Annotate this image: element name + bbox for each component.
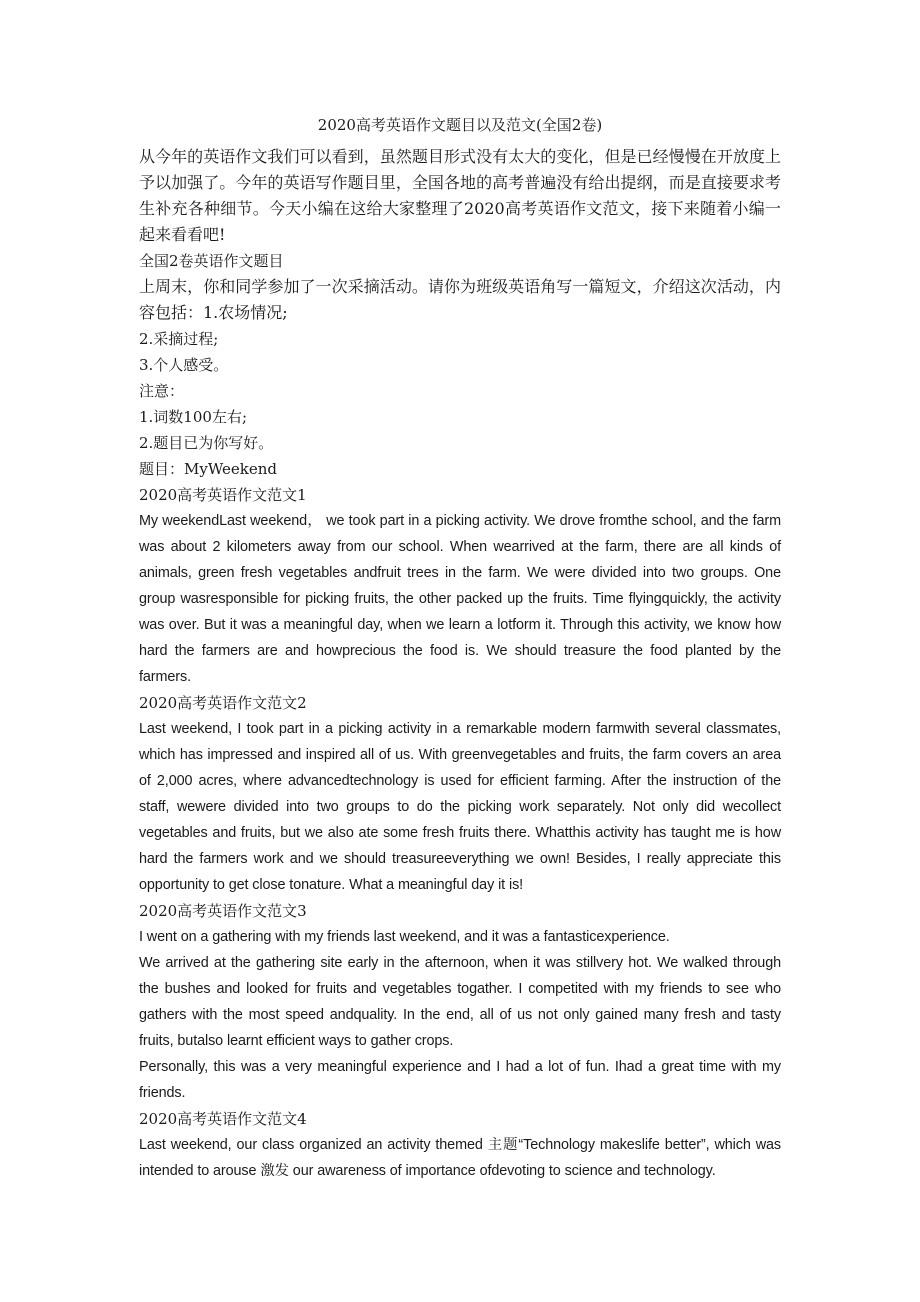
sample-4-heading: 2020高考英语作文范文4: [139, 1110, 307, 1128]
prompt-text: 上周末，你和同学参加了一次采摘活动。请你为班级英语角写一篇短文，介绍这次活动，内容包括：1.农场情况;: [139, 277, 781, 322]
prompt-item-3: 3.个人感受。: [139, 356, 229, 374]
sample-2-text: Last weekend, I took part in a picking activity in a remarkable modern farmwith several classmates, which has impressed and inspired all of us. With greenvegetables and fruits, the farm covers an area of 2,000 acres, where advancedtechnology is used for efficient farming. After the instruction of the staff, wewere divided into two groups to do the picking work separately. Not only did wecollect vegetables and fruits, but we also ate some fresh fruits there. Whatthis activity has taught me is how hard the farmers work and we should treasureeverything we own! Besides, I really appreciate this opportunity to get close tonature. What a meaningful day it is!: [139, 721, 781, 893]
sample-3-heading: 2020高考英语作文范文3: [139, 902, 307, 920]
prompt-heading: 全国2卷英语作文题目: [139, 252, 284, 270]
sample-1-text: My weekendLast weekend， we took part in a picking activity. We drove fromthe school, and the farm was about 2 kilometers away from our school. When wearrived at the farm, there are all kinds of animals, green fresh vegetables andfruit trees in the farm. We were divided into two groups. One group wasresponsible for picking fruits, the other packed up the fruits. Time flyingquickly, the activity was over. But it was a meaningful day, when we learn a lotform it. Through this activity, we know how hard the farmers are and howprecious the food is. We should treasure the food planted by the farmers.: [139, 513, 781, 685]
sample-4-text: Last weekend, our class organized an activity themed 主题“Technology makeslife better”, which was intended to arouse 激发 our awareness of importance ofdevoting to science and technology.: [139, 1137, 781, 1179]
intro-paragraph: 从今年的英语作文我们可以看到，虽然题目形式没有太大的变化，但是已经慢慢在开放度上予以加强了。今年的英语写作题目里，全国各地的高考普遍没有给出提纲，而是直接要求考生补充各种细节。今天小编在这给大家整理了2020高考英语作文范文，接下来随着小编一起来看看吧!: [139, 147, 781, 244]
notes-heading: 注意：: [139, 382, 185, 400]
document-title: 2020高考英语作文题目以及范文(全国2卷): [317, 116, 603, 134]
sample-3-paragraph-2: We arrived at the gathering site early in the afternoon, when it was stillvery hot. We walked through the bushes and looked for fruits and vegetables togather. I competited with my friends to see who gathers with the most speed andquality. In the end, all of us not only gained many fresh and tasty fruits, butalso learnt efficient ways to gather crops.: [139, 955, 781, 1049]
note-1: 1.词数100左右;: [139, 408, 247, 426]
topic-line: 题目：MyWeekend: [139, 460, 278, 478]
sample-1-heading: 2020高考英语作文范文1: [139, 486, 307, 504]
sample-3-paragraph-3: Personally, this was a very meaningful experience and I had a lot of fun. Ihad a great time with my friends.: [139, 1059, 781, 1101]
note-2: 2.题目已为你写好。: [139, 434, 274, 452]
document-page: [139, 112, 781, 1184]
prompt-item-2: 2.采摘过程;: [139, 330, 219, 348]
sample-3-paragraph-1: I went on a gathering with my friends last weekend, and it was a fantasticexperience.: [139, 929, 670, 945]
sample-2-heading: 2020高考英语作文范文2: [139, 694, 307, 712]
